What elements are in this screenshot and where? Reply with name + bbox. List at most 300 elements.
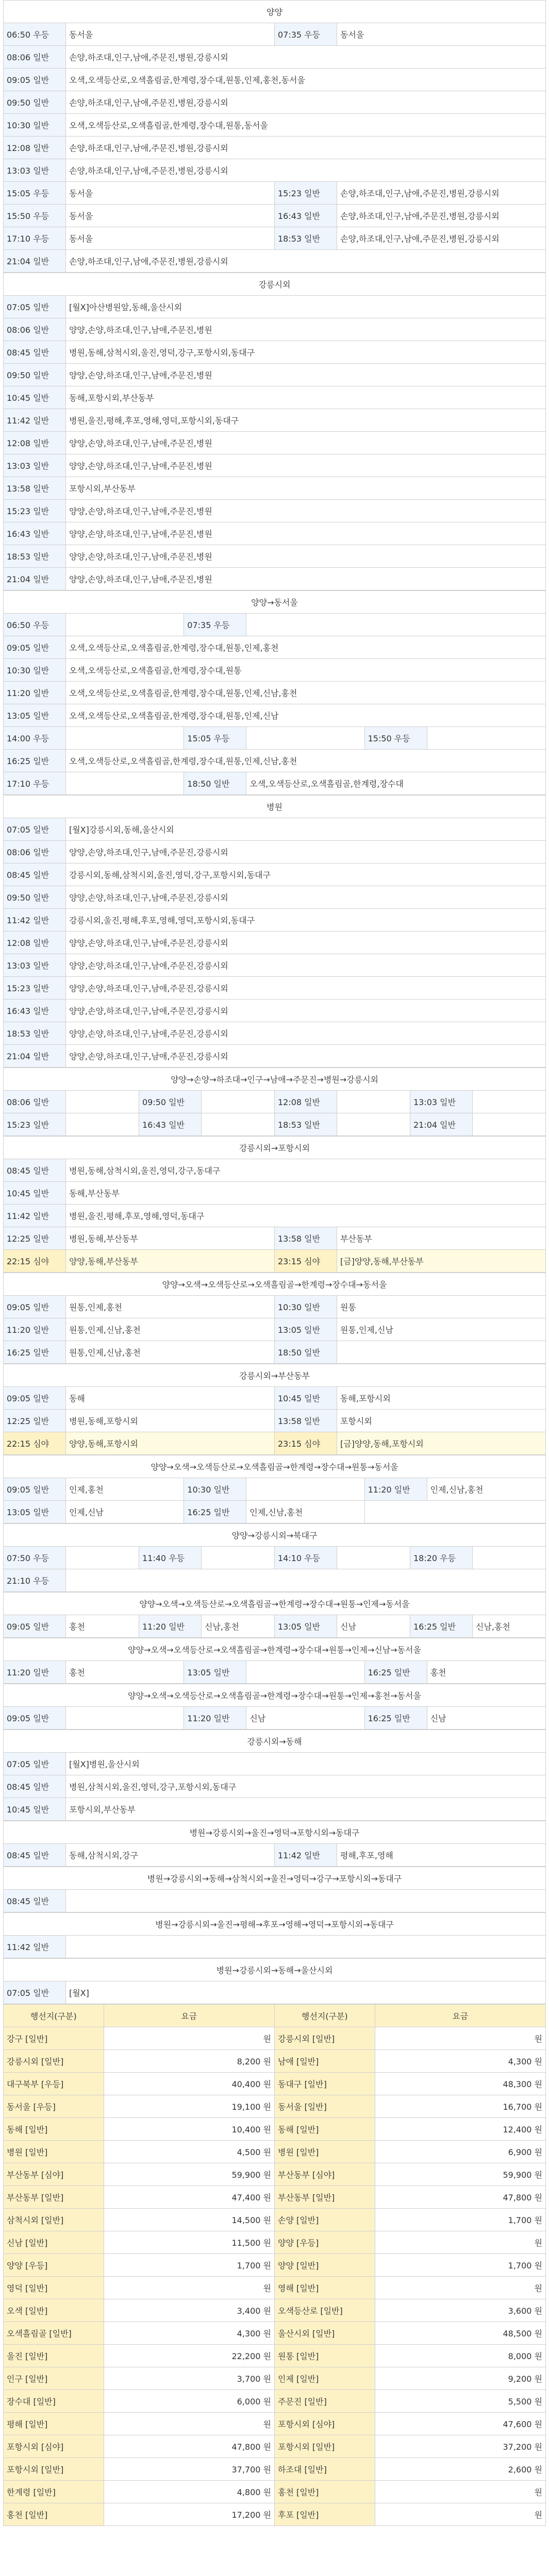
schedule-section — [3, 1730, 546, 1821]
departure-time: 07:35 우등 — [184, 614, 246, 636]
schedule-row — [4, 1341, 546, 1364]
schedule-row — [4, 69, 546, 91]
stops: 강릉시외,울진,평해,후포,영해,영덕,포항시외,동대구 — [65, 909, 545, 931]
fare-row — [4, 2050, 546, 2073]
schedule-row — [4, 931, 546, 954]
section-title: 병원→강릉시외→울진→평해→후포→영해→영덕→포항시외→동대구 — [4, 1913, 546, 1936]
stops — [337, 1547, 410, 1569]
fare-row — [4, 2163, 546, 2186]
schedule-row — [4, 1615, 546, 1638]
departure-time: 08:45 일반 — [4, 863, 66, 886]
departure-time: 11:42 일반 — [4, 1936, 66, 1958]
schedule-row — [4, 682, 546, 704]
schedule-row — [4, 454, 546, 477]
schedule-section — [3, 1273, 546, 1364]
departure-time: 10:30 일반 — [184, 1478, 246, 1501]
stops: 원통,인제,신남,홍천 — [65, 1318, 274, 1341]
stops — [246, 614, 546, 636]
departure-time: 09:05 일반 — [4, 1478, 66, 1501]
stops: 원통,인제,홍천 — [65, 1296, 274, 1318]
departure-time: 09:05 일반 — [4, 1707, 66, 1730]
schedule-row — [4, 1753, 546, 1775]
departure-time: 10:45 일반 — [274, 1387, 337, 1410]
fare-price: 원 — [375, 2231, 545, 2254]
stops: 신남 — [427, 1707, 545, 1730]
schedule-row — [4, 1844, 546, 1867]
fare-price: 19,100 원 — [104, 2095, 274, 2118]
fare-row — [4, 2367, 546, 2390]
stops: 손양,하조대,인구,남애,주문진,병원,강릉시외 — [337, 227, 545, 250]
stops: 병원,동해,삼척시외,울진,영덕,강구,포항시외,동대구 — [65, 341, 545, 364]
fare-destination: 하조대 [일반] — [274, 2458, 375, 2481]
departure-time: 12:08 일반 — [4, 432, 66, 454]
fare-destination: 동서울 [우등] — [4, 2095, 104, 2118]
departure-time: 13:03 일반 — [4, 954, 66, 977]
departure-time: 10:30 일반 — [274, 1296, 337, 1318]
schedule-row — [4, 1569, 546, 1592]
schedule-row — [4, 432, 546, 454]
fare-destination: 영덕 [일반] — [4, 2277, 104, 2299]
schedule-row — [4, 1159, 546, 1182]
section-title: 양양→오색→오색등산로→오색흘림골→한계령→장수대→원통→동서울 — [4, 1455, 546, 1478]
schedule-row — [4, 772, 546, 795]
stops — [427, 727, 545, 750]
departure-time: 15:23 일반 — [4, 1113, 66, 1136]
fare-row — [4, 2435, 546, 2458]
departure-time: 13:03 일반 — [4, 159, 66, 182]
schedule-row — [4, 364, 546, 386]
departure-time: 18:50 일반 — [274, 1341, 337, 1364]
schedule-row — [4, 91, 546, 114]
fare-price: 11,500 원 — [104, 2231, 274, 2254]
stops — [364, 1501, 545, 1523]
stops: 양양,손양,하조대,인구,남애,주문진,병원 — [65, 500, 545, 522]
fare-row — [4, 2345, 546, 2367]
fare-price: 47,400 원 — [104, 2186, 274, 2209]
stops: 병원,동해,부산동부 — [65, 1227, 274, 1250]
stops: 동서울 — [65, 23, 274, 46]
schedule-row — [4, 1296, 546, 1318]
schedule-row — [4, 704, 546, 727]
departure-time: 14:00 우등 — [4, 727, 66, 750]
fare-destination: 영해 [일반] — [274, 2277, 375, 2299]
schedule-section — [3, 1867, 546, 1912]
fare-price: 1,700 원 — [375, 2209, 545, 2231]
schedule-row — [4, 386, 546, 409]
departure-time: 09:50 일반 — [4, 886, 66, 909]
departure-time: 21:04 일반 — [4, 568, 66, 590]
stops: 손양,하조대,인구,남애,주문진,병원,강릉시외 — [65, 250, 545, 273]
fare-price: 8,000 원 — [375, 2345, 545, 2367]
schedule-row — [4, 1707, 546, 1730]
section-title: 양양→오색→오색등산로→오색흘림골→한계령→장수대→원통→인제→신남→동서울 — [4, 1638, 546, 1661]
fare-price: 4,500 원 — [104, 2141, 274, 2163]
fare-destination: 동해 [일반] — [274, 2118, 375, 2141]
fare-price: 5,500 원 — [375, 2390, 545, 2413]
stops: [금]양양,동해,포항시외 — [337, 1432, 545, 1455]
stops: [월X]아산병원앞,동해,울산시외 — [65, 296, 545, 318]
departure-time: 18:53 일반 — [4, 1022, 66, 1045]
fare-destination: 양양 [우등] — [4, 2254, 104, 2277]
schedule-row — [4, 1227, 546, 1250]
schedule-section — [3, 1684, 546, 1730]
fare-row — [4, 2027, 546, 2050]
stops: 양양,손양,하조대,인구,남애,주문진,강릉시외 — [65, 1022, 545, 1045]
stops: 손양,하조대,인구,남애,주문진,병원,강릉시외 — [65, 91, 545, 114]
fare-price: 47,800 원 — [375, 2186, 545, 2209]
stops: 양양,손양,하조대,인구,남애,주문진,강릉시외 — [65, 954, 545, 977]
stops: 오색,오색등산로,오색흘림골,한계령,장수대,원통,인제,홍천 — [65, 636, 545, 659]
fare-destination: 포항시외 [일반] — [274, 2435, 375, 2458]
schedule-row — [4, 522, 546, 545]
schedule-row — [4, 1478, 546, 1501]
fare-destination: 양양 [일반] — [274, 2254, 375, 2277]
fare-price: 3,600 원 — [375, 2299, 545, 2322]
section-title: 양양→강릉시외→북대구 — [4, 1524, 546, 1547]
section-title: 양양→동서울 — [4, 591, 546, 614]
schedule-row — [4, 818, 546, 841]
section-title: 강릉시외→부산동부 — [4, 1364, 546, 1387]
stops: 병원,동해,포항시외 — [65, 1410, 274, 1432]
fare-destination: 동서울 [일반] — [274, 2095, 375, 2118]
schedule-row — [4, 137, 546, 159]
schedule-sections — [3, 0, 546, 2004]
schedule-row — [4, 727, 546, 750]
departure-time: 08:45 일반 — [4, 1159, 66, 1182]
departure-time: 09:50 일반 — [139, 1091, 201, 1113]
stops: 인제,홍천 — [65, 1478, 184, 1501]
departure-time: 07:05 일반 — [4, 296, 66, 318]
schedule-row — [4, 159, 546, 182]
stops: 동해,포항시외,부산동부 — [65, 386, 545, 409]
departure-time: 11:20 일반 — [4, 1318, 66, 1341]
stops — [201, 1091, 274, 1113]
section-title: 병원→강릉시외→울진→영덕→포항시외→동대구 — [4, 1821, 546, 1844]
departure-time: 11:42 일반 — [4, 1205, 66, 1227]
section-title: 병원 — [4, 795, 546, 818]
departure-time: 08:45 일반 — [4, 341, 66, 364]
departure-time: 11:40 우등 — [139, 1547, 201, 1569]
fare-header-destination: 행선지(구분) — [274, 2005, 375, 2027]
departure-time: 09:05 일반 — [4, 1615, 66, 1638]
fare-destination: 동대구 [일반] — [274, 2073, 375, 2095]
schedule-section — [3, 1821, 546, 1867]
section-title: 병원→강릉시외→동해→삼척시외→울진→영덕→강구→포항시외→동대구 — [4, 1867, 546, 1890]
departure-time: 16:25 일반 — [364, 1661, 427, 1684]
departure-time: 12:08 일반 — [4, 931, 66, 954]
fare-price: 원 — [375, 2481, 545, 2503]
stops — [337, 1113, 410, 1136]
departure-time: 07:05 일반 — [4, 1981, 66, 2004]
stops: 양양,손양,하조대,인구,남애,주문진,병원 — [65, 364, 545, 386]
departure-time: 12:08 일반 — [4, 137, 66, 159]
fare-price: 원 — [375, 2503, 545, 2526]
fare-row — [4, 2073, 546, 2095]
stops: 동해,부산동부 — [65, 1182, 545, 1205]
schedule-row — [4, 977, 546, 999]
fare-header-price: 요금 — [375, 2005, 545, 2027]
section-title: 양양→손양→하조대→인구→남애→주문진→병원→강릉시외 — [4, 1068, 546, 1091]
departure-time: 07:05 일반 — [4, 1753, 66, 1775]
departure-time: 15:50 우등 — [364, 727, 427, 750]
stops — [337, 1341, 545, 1364]
stops: 원통,인제,신남,홍천 — [65, 1341, 274, 1364]
schedule-section — [3, 1523, 546, 1592]
departure-time: 16:25 일반 — [184, 1501, 246, 1523]
stops: 양양,동해,부산동부 — [65, 1250, 274, 1273]
fare-destination: 포항시외 [심야] — [274, 2413, 375, 2435]
fare-price: 59,900 원 — [104, 2163, 274, 2186]
departure-time: 23:15 심야 — [274, 1250, 337, 1273]
schedule-row — [4, 1981, 546, 2004]
schedule-row — [4, 296, 546, 318]
fare-price: 원 — [104, 2413, 274, 2435]
fare-price: 3,400 원 — [104, 2299, 274, 2322]
departure-time: 16:25 일반 — [410, 1615, 472, 1638]
stops — [472, 1091, 545, 1113]
section-title: 강릉시외→동해 — [4, 1730, 546, 1753]
stops: 오색,오색등산로,오색흘림골,한계령,장수대,원통,인제,신남,홍천 — [65, 682, 545, 704]
schedule-section — [3, 1364, 546, 1455]
schedule-row — [4, 409, 546, 432]
fare-destination: 울진 [일반] — [4, 2345, 104, 2367]
stops: 인제,신남,홍천 — [427, 1478, 545, 1501]
fare-destination: 오색 [일반] — [4, 2299, 104, 2322]
stops: 인제,신남,홍천 — [246, 1501, 364, 1523]
departure-time: 14:10 우등 — [274, 1547, 337, 1569]
stops: 병원,울진,평해,후포,영해,영덕,동대구 — [65, 1205, 545, 1227]
schedule-row — [4, 1890, 546, 1912]
fare-price: 37,200 원 — [375, 2435, 545, 2458]
stops: 양양,손양,하조대,인구,남애,주문진,강릉시외 — [65, 999, 545, 1022]
fare-destination: 병원 [일반] — [4, 2141, 104, 2163]
schedule-row — [4, 1205, 546, 1227]
schedule-row — [4, 1387, 546, 1410]
fare-destination: 삼척시외 [일반] — [4, 2209, 104, 2231]
departure-time: 10:45 일반 — [4, 1798, 66, 1821]
schedule-row — [4, 886, 546, 909]
fare-destination: 평해 [일반] — [4, 2413, 104, 2435]
schedule-row — [4, 23, 546, 46]
stops: 양양,손양,하조대,인구,남애,주문진,강릉시외 — [65, 886, 545, 909]
stops: 양양,손양,하조대,인구,남애,주문진,강릉시외 — [65, 977, 545, 999]
departure-time: 15:23 일반 — [4, 500, 66, 522]
stops: 동해,삼척시외,강구 — [65, 1844, 274, 1867]
schedule-row — [4, 999, 546, 1022]
fare-price: 1,700 원 — [104, 2254, 274, 2277]
fare-price: 원 — [375, 2027, 545, 2050]
stops — [472, 1547, 545, 1569]
schedule-row — [4, 636, 546, 659]
departure-time: 13:05 일반 — [4, 1501, 66, 1523]
departure-time: 21:04 일반 — [4, 250, 66, 273]
schedule-row — [4, 1318, 546, 1341]
schedule-row — [4, 1775, 546, 1798]
stops: 신남 — [246, 1707, 364, 1730]
departure-time: 21:04 일반 — [410, 1113, 472, 1136]
departure-time: 18:53 일반 — [274, 227, 337, 250]
departure-time: 11:20 일반 — [364, 1478, 427, 1501]
departure-time: 10:30 일반 — [4, 114, 66, 137]
fare-row — [4, 2299, 546, 2322]
stops: 양양,손양,하조대,인구,남애,주문진,병원 — [65, 454, 545, 477]
departure-time: 18:53 일반 — [274, 1113, 337, 1136]
stops: 원통,인제,신남 — [337, 1318, 545, 1341]
stops: 동해 — [65, 1387, 274, 1410]
schedule-row — [4, 1091, 546, 1113]
fare-row — [4, 2186, 546, 2209]
stops — [65, 614, 184, 636]
departure-time: 09:50 일반 — [4, 91, 66, 114]
fare-header-price: 요금 — [104, 2005, 274, 2027]
schedule-row — [4, 909, 546, 931]
departure-time: 07:50 우등 — [4, 1547, 66, 1569]
departure-time: 11:20 일반 — [4, 1661, 66, 1684]
stops: 홍천 — [65, 1615, 139, 1638]
fare-table — [3, 2004, 546, 2526]
departure-time: 18:53 일반 — [4, 545, 66, 568]
stops: 양양,손양,하조대,인구,남애,주문진,강릉시외 — [65, 841, 545, 863]
departure-time: 15:23 일반 — [274, 182, 337, 205]
stops: 인제,신남 — [65, 1501, 184, 1523]
fare-row — [4, 2390, 546, 2413]
stops — [472, 1113, 545, 1136]
stops: 양양,동해,포항시외 — [65, 1432, 274, 1455]
departure-time: 11:42 일반 — [4, 909, 66, 931]
fare-destination: 강구 [일반] — [4, 2027, 104, 2050]
departure-time: 09:05 일반 — [4, 1296, 66, 1318]
fare-destination: 인제 [일반] — [274, 2367, 375, 2390]
fare-table-body — [4, 2027, 546, 2526]
fare-destination: 오색흘림골 [일반] — [4, 2322, 104, 2345]
schedule-row — [4, 1410, 546, 1432]
departure-time: 08:45 일반 — [4, 1890, 66, 1912]
stops: 동서울 — [337, 23, 545, 46]
schedule-row — [4, 1045, 546, 1067]
stops — [65, 1547, 139, 1569]
departure-time: 12:25 일반 — [4, 1410, 66, 1432]
fare-table-header — [4, 2005, 546, 2027]
stops: 병원,동해,삼척시외,울진,영덕,강구,동대구 — [65, 1159, 545, 1182]
schedule-section — [3, 1638, 546, 1684]
departure-time: 06:50 우등 — [4, 614, 66, 636]
departure-time: 15:23 일반 — [4, 977, 66, 999]
schedule-row — [4, 1547, 546, 1569]
schedule-row — [4, 1113, 546, 1136]
departure-time: 13:03 일반 — [410, 1091, 472, 1113]
schedule-section — [3, 1067, 546, 1136]
departure-time: 15:05 우등 — [184, 727, 246, 750]
stops: 양양,손양,하조대,인구,남애,주문진,병원 — [65, 545, 545, 568]
fare-destination: 울산시외 [일반] — [274, 2322, 375, 2345]
fare-row — [4, 2141, 546, 2163]
stops: 홍천 — [65, 1661, 184, 1684]
fare-header-destination: 행선지(구분) — [4, 2005, 104, 2027]
departure-time: 09:05 일반 — [4, 636, 66, 659]
bus-timetable-page — [3, 0, 546, 2526]
departure-time: 15:05 우등 — [4, 182, 66, 205]
departure-time: 12:08 일반 — [274, 1091, 337, 1113]
departure-time: 13:58 일반 — [274, 1227, 337, 1250]
departure-time: 13:05 일반 — [184, 1661, 246, 1684]
stops: 원통 — [337, 1296, 545, 1318]
stops: 신남,홍천 — [201, 1615, 274, 1638]
stops: 손양,하조대,인구,남애,주문진,병원,강릉시외 — [65, 137, 545, 159]
fare-price: 10,400 원 — [104, 2118, 274, 2141]
fare-price: 6,000 원 — [104, 2390, 274, 2413]
schedule-row — [4, 863, 546, 886]
schedule-section — [3, 273, 546, 590]
departure-time: 12:25 일반 — [4, 1227, 66, 1250]
stops: 양양,손양,하조대,인구,남애,주문진,병원 — [65, 568, 545, 590]
schedule-row — [4, 1250, 546, 1273]
departure-time: 16:43 일반 — [4, 999, 66, 1022]
schedule-row — [4, 568, 546, 590]
departure-time: 09:05 일반 — [4, 1387, 66, 1410]
departure-time: 10:45 일반 — [4, 386, 66, 409]
stops — [65, 1890, 545, 1912]
stops: [월X]강릉시외,동해,울산시외 — [65, 818, 545, 841]
stops: 오색,오색등산로,오색흘림골,한계령,장수대,원통,동서울 — [65, 114, 545, 137]
fare-destination: 병원 [일반] — [274, 2141, 375, 2163]
departure-time: 22:15 심야 — [4, 1250, 66, 1273]
stops: 강릉시외,동해,삼척시외,울진,영덕,강구,포항시외,동대구 — [65, 863, 545, 886]
schedule-row — [4, 659, 546, 682]
stops: [월X]병원,울산시외 — [65, 1753, 545, 1775]
schedule-section — [3, 0, 546, 273]
fare-destination: 부산동부 [심야] — [274, 2163, 375, 2186]
stops: 포항시외,부산동부 — [65, 477, 545, 500]
departure-time: 08:45 일반 — [4, 1775, 66, 1798]
fare-destination: 신남 [일반] — [4, 2231, 104, 2254]
stops: 양양,손양,하조대,인구,남애,주문진,병원 — [65, 432, 545, 454]
schedule-row — [4, 1936, 546, 1958]
schedule-row — [4, 1432, 546, 1455]
fare-price: 원 — [104, 2277, 274, 2299]
fare-destination: 부산동부 [일반] — [274, 2186, 375, 2209]
stops: 동서울 — [65, 227, 274, 250]
departure-time: 22:15 심야 — [4, 1432, 66, 1455]
fare-price: 2,600 원 — [375, 2458, 545, 2481]
departure-time: 15:50 우등 — [4, 205, 66, 227]
fare-destination: 동해 [일반] — [4, 2118, 104, 2141]
stops: 동서울 — [65, 205, 274, 227]
fare-destination: 인구 [일반] — [4, 2367, 104, 2390]
fare-price: 4,800 원 — [104, 2481, 274, 2503]
fare-price: 48,500 원 — [375, 2322, 545, 2345]
schedule-row — [4, 841, 546, 863]
fare-row — [4, 2209, 546, 2231]
schedule-row — [4, 318, 546, 341]
section-title: 강릉시외 — [4, 273, 546, 296]
stops — [201, 1547, 274, 1569]
departure-time: 13:05 일반 — [274, 1318, 337, 1341]
fare-price: 원 — [375, 2277, 545, 2299]
stops: 홍천 — [427, 1661, 545, 1684]
fare-price: 원 — [104, 2027, 274, 2050]
stops — [65, 1707, 184, 1730]
schedule-section — [3, 1455, 546, 1523]
schedule-row — [4, 614, 546, 636]
fare-price: 22,200 원 — [104, 2345, 274, 2367]
stops: 신남 — [337, 1615, 410, 1638]
fare-price: 47,800 원 — [104, 2435, 274, 2458]
departure-time: 21:04 일반 — [4, 1045, 66, 1067]
stops: [금]양양,동해,부산동부 — [337, 1250, 545, 1273]
fare-destination: 홍천 [일반] — [274, 2481, 375, 2503]
schedule-row — [4, 1798, 546, 1821]
departure-time: 11:20 일반 — [139, 1615, 201, 1638]
